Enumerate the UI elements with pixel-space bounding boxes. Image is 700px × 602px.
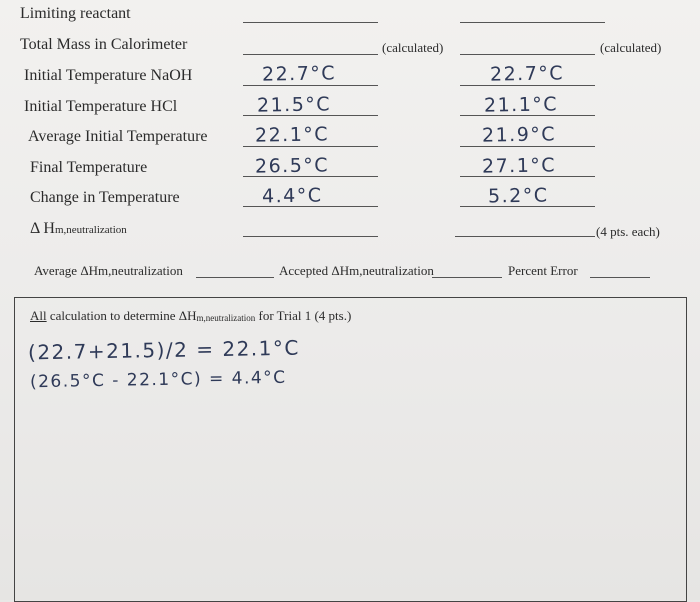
t2-hcl-value: 21.1°C — [483, 93, 559, 117]
t1-hcl-value: 21.5°C — [256, 93, 332, 117]
label-average-initial: Average Initial Temperature — [28, 128, 208, 145]
work-line-2: (26.5°C - 22.1°C) = 4.4°C — [29, 367, 287, 393]
t1-avg-value: 22.1°C — [254, 123, 330, 147]
label-total-mass: Total Mass in Calorimeter — [20, 36, 188, 53]
t1-mass-line — [243, 54, 378, 55]
t1-naoh-value: 22.7°C — [261, 62, 337, 86]
t1-deltah-line — [243, 236, 378, 237]
t2-limiting-line — [460, 22, 605, 23]
t1-limiting-line — [243, 22, 378, 23]
t2-deltah-line — [455, 236, 595, 237]
average-deltah-line — [196, 277, 274, 278]
t2-final-value: 27.1°C — [481, 154, 557, 178]
calculation-heading-tail: for Trial 1 (4 pts.) — [255, 308, 352, 323]
t2-naoh-value: 22.7°C — [489, 62, 565, 86]
calculation-heading-text: calculation to determine ΔH — [46, 308, 197, 323]
calculated-note-2: (calculated) — [600, 40, 662, 55]
label-final-temp: Final Temperature — [30, 159, 148, 176]
label-limiting-reactant: Limiting reactant — [20, 5, 131, 22]
delta-h-prefix: Δ H — [30, 220, 55, 237]
t2-change-value: 5.2°C — [487, 184, 549, 208]
average-deltah-label: Average ΔHm,neutralization — [34, 263, 183, 278]
calculation-heading — [30, 308, 351, 324]
calculated-note-1: (calculated) — [382, 40, 444, 55]
t1-change-value: 4.4°C — [261, 184, 323, 208]
points-each-note: (4 pts. each) — [596, 224, 660, 239]
t2-avg-value: 21.9°C — [481, 123, 557, 147]
label-delta-h — [30, 220, 127, 238]
t2-mass-line — [460, 54, 595, 55]
work-line-1: (22.7+21.5)/2 = 22.1°C — [27, 335, 301, 365]
calculation-heading-sub: m,neutralization — [196, 313, 256, 323]
t1-final-value: 26.5°C — [254, 154, 330, 178]
t2-avg-line — [460, 146, 595, 147]
calculation-heading-all: All — [30, 308, 47, 323]
label-change-temp: Change in Temperature — [30, 189, 180, 206]
label-initial-naoh: Initial Temperature NaOH — [24, 67, 193, 84]
t2-naoh-line — [460, 85, 595, 86]
percent-error-label: Percent Error — [508, 263, 578, 278]
accepted-deltah-label: Accepted ΔHm,neutralization — [279, 263, 434, 278]
label-initial-hcl: Initial Temperature HCl — [24, 98, 178, 115]
accepted-deltah-line — [432, 277, 502, 278]
percent-error-line — [590, 277, 650, 278]
delta-h-subscript: m,neutralization — [54, 224, 127, 236]
